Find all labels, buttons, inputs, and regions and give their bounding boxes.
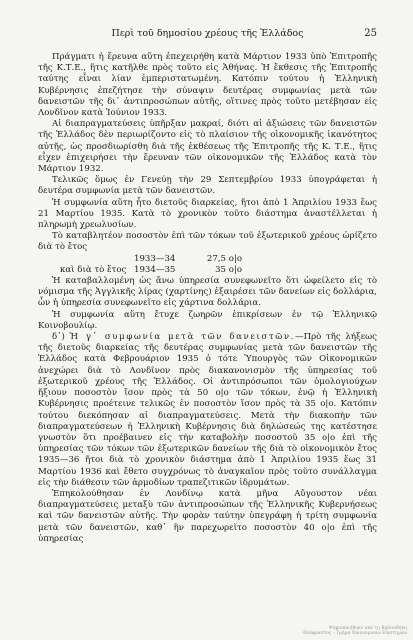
digitization-watermark <box>303 626 407 636</box>
paragraph: Ἡ συμφωνία αὕτη ἦτο διετοῦς διαρκείας, ἤτοι ἀπὸ 1 Ἀπριλίου 1933 ἕως 21 Μαρτίου 1935. Κατὰ τὸ χρονικὸν τοῦτο διάστημα ἀναστέλλεται ἡ πληρωμὴ χρεωλυσίων. <box>38 197 377 231</box>
rate-label: καὶ διὰ τὸ ἔτος <box>60 264 127 275</box>
rate-label <box>38 254 134 265</box>
paragraph: Τὸ καταβλητέον ποσοστὸν ἐπὶ τῶν τόκων τοῦ ἐξωτερικοῦ χρέους ὡρίζετο διὰ τὸ ἔτος <box>38 231 377 253</box>
section-paragraph <box>38 332 377 489</box>
rate-years: 1934—35 <box>134 264 176 275</box>
rate-row <box>38 254 377 265</box>
section-heading: Ἡ γ᾽ συμφωνία μετὰ τῶν δανειστῶν. <box>69 332 295 343</box>
rate-years: 1933—34 <box>134 253 176 264</box>
paragraph: Ἡ καταβαλλομένη ὡς ἄνω ὑπηρεσία συνεφωνεῖτο ὅτι ὠφείλετο εἰς τὸ νόμισμα τῆς Ἀγγλικῆς λίρας (χαρτίνης) ἐξαιρέσει τῶν δανείων εἰς δολλάρια, ὧν ἡ ὑπηρεσία συνεφωνεῖτο εἰς χάρτινα δολλάρια. <box>38 276 377 309</box>
paragraph: Ἐπηκολούθησαν ἐν Λονδίνῳ κατὰ μῆνα Αὔγουστον νέαι διαπραγματεύσεις μεταξὺ τῶν ἀντιπροσώπων τῆς Ἑλληνικῆς Κυβερνήσεως καὶ τῶν δανειστῶν αὐτῆς. Τὴν φορὰν ταύτην ὑπεγράφη ἡ τρίτη συμφωνία μετὰ τῶν δανειστῶν, καθ᾽ ἣν παρεχωρεῖτο ποσοστὸν 40 ο|ο ἐπὶ τῆς ὑπηρεσίας <box>38 488 377 544</box>
paragraph: Ἡ συμφωνία αὕτη ἔτυχε ζωηρῶν ἐπικρίσεων ἐν τῷ Ἑλληνικῷ Κοινοβουλίῳ. <box>38 309 377 331</box>
watermark-line: Θεόφραστος - Τμήμα Οικονομικών Επιστημών <box>303 631 407 636</box>
body-text <box>38 52 377 545</box>
rate-percent: 35 ο|ο <box>215 264 242 275</box>
running-header <box>38 28 377 44</box>
page-number: 25 <box>364 28 377 39</box>
paragraph: Αἱ διαπραγματεύσεις ὑπῆρξαν μακραί, διότι αἱ ἀξιώσεις τῶν δανειστῶν τῆς Ἑλλάδος δὲν περιωρίζοντο εἰς τὸ πλαίσιον τῆς οἰκονομικῆς ἱκανότητος αὐτῆς, ὡς προσδιωρίσθη διὰ τῆς ἐκθέσεως τῆς Ἐπιτροπῆς τῆς Κ. Τ.Ε., ἥτις εἶχεν ἐπιχειρήσει τὴν ἔρευναν τῶν οἰκονομικῶν τῆς Ἑλλάδος κατὰ τὸν Μάρτιον 1932. <box>38 119 377 175</box>
paragraph: Πράγματι ἡ ἔρευνα αὕτη ἐπεχειρήθη κατὰ Μάρτιον 1933 ὑπὸ Ἐπιτροπῆς τῆς Κ.Τ.Ε., ἥτις κατῆλθε πρὸς τοῦτο εἰς Ἀθήνας. Ἡ ἔκθεσις τῆς Ἐπιτροπῆς ταύτης εἶναι λίαν ἐμπεριστατωμένη. Κατόπιν τούτου ἡ Ἑλληνικὴ Κυβέρνησις ἐπεζήτησε τὴν σύναψιν δευτέρας συμφωνίας μετὰ τῶν δανειστῶν τῆς δι᾽ ἀντιπροσώπων αὐτῆς, οἵτινες πρὸς τοῦτο μετέβησαν εἰς Λονδῖνον κατὰ Ἰούνιον 1933. <box>38 52 377 119</box>
rate-row <box>38 265 377 276</box>
section-number: δ᾽) <box>52 332 65 343</box>
rates-table <box>38 254 377 276</box>
page-title: Περὶ τοῦ δημοσίου χρέους τῆς Ἑλλάδος <box>111 28 304 39</box>
watermark-line: Ψηφιοποιήθηκε από τη Βιβλιοθήκη <box>329 626 407 631</box>
rate-percent: 27,5 ο|ο <box>206 253 242 264</box>
section-text: —Πρὸ τῆς λήξεως τῆς διετοῦς διαρκείας τῆς δευτέρας συμφωνίας μετὰ τῶν δανειστῶν τῆς Ἑλλάδος κατὰ Φεβρουάριον 1935 ὁ τότε Ὑπουργὸς τῶν Οἰκονομικῶν ἀνεχώρει διὰ τὸ Λονδῖνον πρὸς διακανονισμὸν τῆς ὑπηρεσίας τοῦ ἐξωτερικοῦ χρέους τῆς Ἑλλάδος. Οἱ ἀντιπρόσωποι τῶν ὁμολογιούχων ἤξιουν ποσοστὸν ἴσον πρὸς τὰ 50 ο|ο τῶν τόκων, ἐνῷ ἡ Ἑλληνικὴ Κυβέρνησις προέτεινε τελικῶς ἐν ποσοστὸν ἴσον πρὸς τὰ 35 ο|ο. Κατόπιν τούτου διεκόπησαν αἱ διαπραγματεύσεις. Μετὰ τὴν διακοπὴν τῶν διαπραγματεύσεων ἡ Ἑλληνικὴ Κυβέρνησις διὰ δηλώσεώς της κατέστησε γνωστὸν ὅτι προέβαινεν εἰς τὴν καταβολὴν ποσοστοῦ 35 ο|ο ἐπὶ τῆς ὑπηρεσίας τῶν τόκων τῶν ἐξωτερικῶν δανείων τῆς διὰ τὸ οἰκονομικὸν ἔτος 1935—36 ἤτοι διὰ τὸ χρονικὸν διάστημα ἀπὸ 1 Ἀπριλίου 1935 ἕως 31 Μαρτίου 1936 καὶ ἔθετο συγχρόνως τὸ ἀναγκαῖον πρὸς τοῦτο συνάλλαγμα εἰς τὴν διάθεσιν τῶν ἁρμοδίων τραπεζιτικῶν ἱδρυμάτων. <box>38 332 377 488</box>
paragraph: Τελικῶς ὅμως ἐν Γενεύῃ τὴν 29 Σεπτεμβρίου 1933 ὑπογράφεται ἡ δευτέρα συμφωνία μετὰ τῶν δανειστῶν. <box>38 175 377 197</box>
